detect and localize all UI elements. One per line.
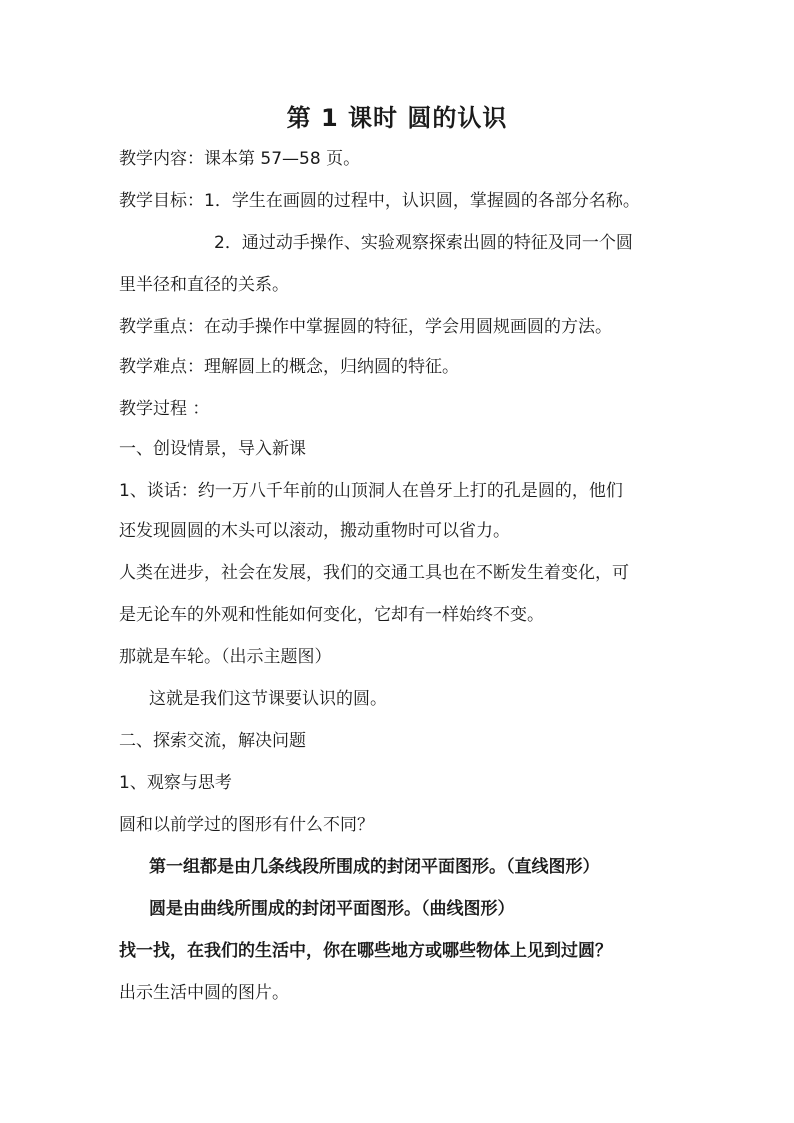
teaching-process-heading: 教学过程 ： xyxy=(119,399,210,419)
paragraph-line: 那就是车轮。（出示主题图） xyxy=(119,647,332,667)
paragraph-line: 这就是我们这节课要认识的圆。 xyxy=(149,689,387,709)
paragraph-line: 出示生活中圆的图片。 xyxy=(119,983,289,1003)
paragraph-line: 人类在进步，社会在发展，我们的交通工具也在不断发生着变化，可 xyxy=(119,563,629,583)
bold-answer-line: 第一组都是由几条线段所围成的封闭平面图形。（直线图形） xyxy=(149,857,600,877)
subsection-heading: 1、观察与思考 xyxy=(119,773,232,793)
section-1-heading: 一、创设情景，导入新课 xyxy=(119,439,306,459)
teaching-objective-line-2: 2．通过动手操作、实验观察探索出圆的特征及同一个圆 xyxy=(214,233,633,253)
question-line: 圆和以前学过的图形有什么不同？ xyxy=(119,815,374,835)
teaching-objective-line-1: 教学目标：1．学生在画圆的过程中，认识圆，掌握圆的各部分名称。 xyxy=(119,191,640,211)
bold-question-line: 找一找，在我们的生活中，你在哪些地方或哪些物体上见到过圆？ xyxy=(119,941,612,961)
teaching-content-line: 教学内容：课本第 57—58 页。 xyxy=(119,149,361,169)
teaching-objective-line-3: 里半径和直径的关系。 xyxy=(119,275,289,295)
teaching-key-point-line: 教学重点：在动手操作中掌握圆的特征，学会用圆规画圆的方法。 xyxy=(119,317,612,337)
page-title: 第 1 课时 圆的认识 xyxy=(286,104,508,132)
teaching-difficulty-line: 教学难点：理解圆上的概念，归纳圆的特征。 xyxy=(119,357,459,377)
section-2-heading: 二、探索交流，解决问题 xyxy=(119,731,306,751)
paragraph-line: 还发现圆圆的木头可以滚动，搬动重物时可以省力。 xyxy=(119,521,510,541)
paragraph-line: 是无论车的外观和性能如何变化，它却有一样始终不变。 xyxy=(119,605,544,625)
bold-answer-line: 圆是由曲线所围成的封闭平面图形。（曲线图形） xyxy=(149,899,515,919)
paragraph-line: 1、谈话：约一万八千年前的山顶洞人在兽牙上打的孔是圆的，他们 xyxy=(119,481,623,501)
